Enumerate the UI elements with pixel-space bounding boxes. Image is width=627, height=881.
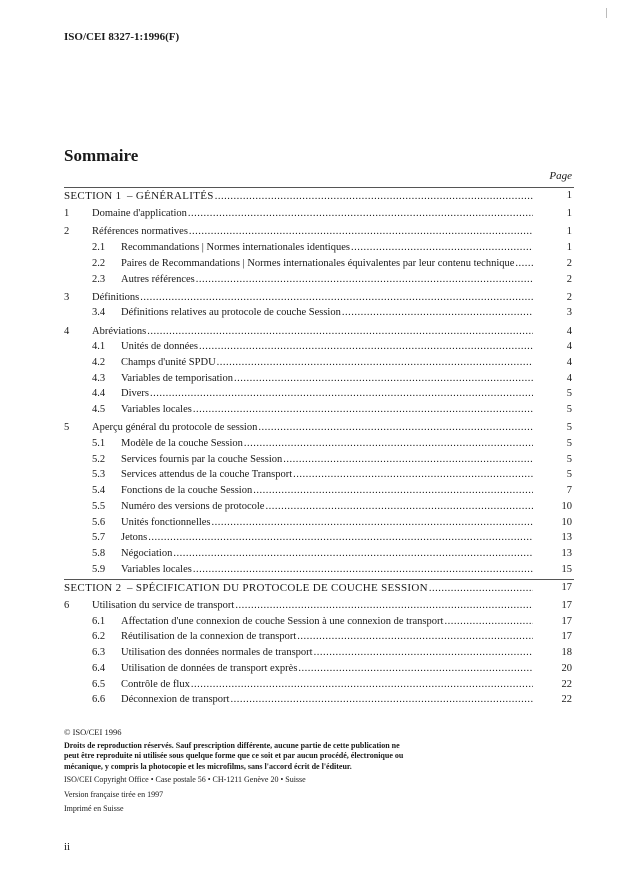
toc-leader-dots — [293, 468, 533, 482]
toc-entry-number: SECTION 1 — [64, 190, 122, 202]
toc-leader-dots — [147, 325, 533, 339]
toc-entry-page: 2 — [566, 273, 572, 285]
rights-notice: Droits de reproduction réservés. Sauf prescription différente, aucune partie de cette publication ne peut être reproduite ni utilisée sous quelque forme que ce soit et par aucun procédé, électronique ou mécanique, y compris la photocopie et les microfilms, sans l'accord écrit de l'éditeur. — [64, 740, 404, 771]
toc-leader-dots — [193, 403, 533, 417]
toc-leader-dots — [297, 630, 533, 644]
toc-entry-label: Divers — [121, 388, 149, 400]
toc-entry-number: 2 — [64, 226, 70, 238]
toc-entry[interactable] — [0, 693, 627, 707]
toc-entry-page: 5 — [566, 388, 572, 400]
toc-entry-label-wrap — [121, 500, 533, 514]
toc-entry-label-wrap — [92, 291, 533, 305]
toc-entry[interactable] — [0, 547, 627, 561]
toc-entry-number: 4.2 — [92, 357, 106, 368]
toc-entry-page: 5 — [566, 404, 572, 416]
toc-entry-label-wrap — [92, 599, 533, 613]
toc-leader-dots — [215, 190, 533, 204]
toc-leader-dots — [444, 615, 533, 629]
toc-entry-number: 6 — [64, 600, 70, 611]
toc-entry-number: 3 — [64, 291, 70, 303]
toc-entry-number: 5.8 — [92, 547, 106, 559]
toc-entry-label: Contrôle de flux — [121, 678, 190, 690]
toc-leader-dots — [253, 484, 533, 498]
toc-entry-label-wrap — [121, 531, 533, 545]
scan-mark — [606, 8, 607, 18]
toc-entry-label: Utilisation du service de transport — [92, 600, 235, 611]
toc-entry-page: 1 — [566, 190, 572, 201]
toc-leader-dots — [191, 678, 533, 692]
version-note: Version française tirée en 1997 — [64, 789, 164, 799]
toc-entry-page: 13 — [561, 532, 572, 544]
toc-entry-label: Variables locales — [121, 563, 192, 575]
toc-entry-label-wrap — [121, 662, 533, 676]
toc-entry-label: Utilisation de données de transport exprès — [121, 662, 298, 674]
toc-entry[interactable] — [0, 615, 627, 629]
toc-entry[interactable] — [0, 484, 627, 498]
toc-entry-label-wrap — [121, 453, 533, 467]
toc-entry-label-wrap — [121, 387, 533, 401]
toc-entry-label: Numéro des versions de protocole — [121, 500, 265, 512]
toc-entry-label-wrap — [121, 484, 533, 498]
toc-entry-label-wrap — [92, 421, 533, 435]
toc-leader-dots — [196, 273, 533, 287]
toc-entry-page: 5 — [566, 422, 572, 434]
toc-entry-page: 2 — [566, 291, 572, 303]
toc-entry-number: 6.6 — [92, 694, 106, 706]
toc-entry-label-wrap — [121, 273, 533, 287]
toc-entry-label: Réutilisation de la connexion de transport — [121, 631, 297, 643]
toc-entry-label-wrap — [121, 630, 533, 644]
toc-entry-label: Affectation d'une connexion de couche Session à une connexion de transport — [121, 615, 444, 627]
toc-leader-dots — [150, 387, 533, 401]
toc-entry-page: 17 — [561, 631, 572, 643]
toc-entry-number: 4 — [64, 325, 70, 337]
toc-entry-label: Fonctions de la couche Session — [121, 485, 253, 497]
toc-entry-page: 22 — [561, 694, 572, 706]
toc-entry-label-wrap — [121, 468, 533, 482]
toc-entry-number: 5.3 — [92, 469, 106, 481]
toc-entry-page: 5 — [566, 453, 572, 465]
toc-entry-label-wrap — [121, 257, 533, 271]
toc-entry[interactable] — [0, 437, 627, 451]
toc-leader-dots — [298, 662, 533, 676]
page-number: ii — [64, 841, 71, 853]
toc-entry-number: 6.2 — [92, 631, 106, 643]
toc-entry-label: Définitions relatives au protocole de couche Session — [121, 307, 341, 319]
toc-entry-number: 4.1 — [92, 341, 106, 353]
toc-entry-number: 5 — [64, 422, 70, 434]
toc-entry-label: Services attendus de la couche Transport — [121, 469, 293, 481]
toc-entry[interactable] — [0, 678, 627, 692]
toc-entry-label: Services fournis par la couche Session — [121, 453, 283, 465]
toc-entry-label-wrap — [121, 403, 533, 417]
toc-leader-dots — [258, 421, 533, 435]
toc-entry-label-wrap — [121, 372, 533, 386]
toc-entry-page: 10 — [561, 500, 572, 512]
toc-leader-dots — [515, 257, 533, 271]
section-rule — [64, 187, 574, 188]
toc-entry[interactable] — [0, 646, 627, 660]
toc-entry[interactable] — [0, 531, 627, 545]
toc-entry-page: 22 — [561, 678, 572, 690]
toc-entry[interactable] — [0, 387, 627, 401]
toc-leader-dots — [193, 563, 533, 577]
toc-entry-page: 10 — [561, 516, 572, 528]
toc-entry-label: Autres références — [121, 273, 195, 285]
toc-entry-label-wrap — [121, 437, 533, 451]
toc-leader-dots — [189, 225, 533, 239]
toc-entry-label-wrap — [121, 306, 533, 320]
toc-entry-label: Définitions — [92, 291, 140, 303]
toc-entry-number: 5.1 — [92, 438, 106, 449]
toc-leader-dots — [217, 356, 533, 370]
toc-leader-dots — [234, 372, 533, 386]
toc-entry-page: 5 — [566, 469, 572, 481]
toc-entry-label: Unités de données — [121, 341, 198, 353]
toc-entry[interactable] — [0, 325, 627, 339]
toc-entry-label: Modèle de la couche Session — [121, 438, 243, 449]
page-column-label: Page — [549, 170, 572, 182]
toc-entry-label-wrap — [121, 516, 533, 530]
toc-entry-label: Recommandations | Normes internationales identiques — [121, 242, 350, 254]
toc-entry-number: 2.3 — [92, 273, 106, 285]
toc-entry-label-wrap — [92, 225, 533, 239]
toc-entry-label-wrap — [121, 646, 533, 660]
toc-entry-number: 5.9 — [92, 563, 106, 575]
toc-entry-page: 18 — [561, 647, 572, 659]
toc-entry-label: Abréviations — [92, 325, 147, 337]
toc-entry-label: Variables de temporisation — [121, 372, 233, 384]
toc-entry-number: 5.4 — [92, 485, 106, 497]
toc-entry-label: Références normatives — [92, 226, 188, 238]
toc-entry-number: 2.2 — [92, 257, 106, 269]
toc-entry-number: 4.4 — [92, 388, 106, 400]
toc-leader-dots — [314, 646, 533, 660]
toc-leader-dots — [351, 241, 533, 255]
toc-entry-label: Unités fonctionnelles — [121, 516, 211, 528]
copyright-block — [64, 727, 404, 815]
toc-entry-label-wrap — [127, 189, 533, 204]
toc-entry[interactable] — [0, 421, 627, 435]
toc-entry[interactable] — [0, 273, 627, 287]
toc-entry[interactable] — [0, 500, 627, 514]
toc-entry[interactable] — [0, 453, 627, 467]
toc-entry-page: 7 — [566, 485, 572, 497]
toc-leader-dots — [244, 437, 533, 451]
toc-entry[interactable] — [0, 468, 627, 482]
toc-entry-number: SECTION 2 — [64, 581, 122, 594]
toc-entry-label: Négociation — [121, 547, 173, 559]
toc-entry-number: 5.2 — [92, 453, 106, 465]
toc-entry-number: 5.6 — [92, 516, 106, 528]
toc-entry[interactable] — [0, 306, 627, 320]
toc-entry-number: 3.4 — [92, 307, 106, 319]
toc-entry-label: Paires de Recommandations | Normes internationales équivalentes par leur contenu technique — [121, 257, 515, 269]
document-code: ISO/CEI 8327-1:1996(F) — [64, 31, 180, 43]
toc-entry-label: Aperçu général du protocole de session — [92, 422, 258, 434]
printed-note: Imprimé en Suisse — [64, 804, 124, 813]
toc-entry-label: Variables locales — [121, 404, 192, 416]
toc-entry-number: 6.3 — [92, 647, 106, 659]
toc-entry[interactable] — [0, 241, 627, 255]
page-title: Sommaire — [64, 146, 139, 165]
toc-leader-dots — [212, 516, 533, 530]
toc-entry-label-wrap — [121, 693, 533, 707]
toc-entry[interactable] — [0, 599, 627, 613]
toc-entry[interactable] — [0, 516, 627, 530]
toc-entry-page: 1 — [566, 208, 572, 220]
toc-entry-page: 13 — [561, 547, 572, 559]
toc-entry-label: Champs d'unité SPDU — [121, 357, 216, 368]
toc-entry-label-wrap — [121, 356, 533, 370]
toc-entry-label: Jetons — [121, 532, 148, 544]
toc-entry-page: 4 — [566, 325, 572, 337]
toc-entry-label: – GÉNÉRALITÉS — [127, 190, 214, 202]
toc-entry-page: 17 — [561, 581, 572, 593]
copyright-line: © ISO/CEI 1996 — [64, 727, 122, 737]
toc-entry-label-wrap — [121, 340, 533, 354]
toc-entry-label-wrap — [121, 678, 533, 692]
toc-entry-page: 3 — [566, 307, 572, 319]
toc-entry[interactable] — [0, 207, 627, 221]
toc-entry[interactable] — [0, 356, 627, 370]
toc-leader-dots — [429, 582, 533, 596]
toc-entry-label-wrap — [121, 547, 533, 561]
toc-entry-label-wrap — [121, 241, 533, 255]
toc-entry[interactable] — [0, 403, 627, 417]
toc-entry[interactable] — [0, 225, 627, 239]
toc-entry-page: 20 — [561, 662, 572, 674]
toc-leader-dots — [140, 291, 533, 305]
toc-entry[interactable] — [0, 372, 627, 386]
toc-entry-page: 15 — [561, 563, 572, 575]
toc-entry-page: 1 — [566, 226, 572, 238]
copyright-office: ISO/CEI Copyright Office • Case postale 56 • CH-1211 Genève 20 • Suisse — [64, 775, 306, 784]
toc-leader-dots — [230, 693, 533, 707]
section-rule — [64, 579, 574, 580]
toc-entry-label-wrap — [92, 207, 533, 221]
toc-entry-label: – SPÉCIFICATION DU PROTOCOLE DE COUCHE SESSION — [127, 581, 428, 594]
toc-leader-dots — [283, 453, 533, 467]
toc-entry-number: 5.5 — [92, 500, 106, 512]
toc-entry-page: 17 — [561, 600, 572, 611]
toc-entry-number: 4.3 — [92, 372, 106, 384]
toc-entry-page: 4 — [566, 341, 572, 353]
toc-entry-number: 6.1 — [92, 615, 106, 627]
toc-entry-label-wrap — [121, 563, 533, 577]
toc-section-row[interactable] — [0, 581, 627, 595]
toc-entry-number: 2.1 — [92, 242, 106, 254]
toc-leader-dots — [148, 531, 533, 545]
toc-leader-dots — [265, 500, 533, 514]
toc-entry-page: 5 — [566, 438, 572, 449]
toc-entry[interactable] — [0, 662, 627, 676]
toc-entry-label: Utilisation des données normales de transport — [121, 647, 313, 659]
toc-entry-number: 5.7 — [92, 532, 106, 544]
toc-entry-number: 6.5 — [92, 678, 106, 690]
toc-entry-label-wrap — [92, 325, 533, 339]
toc-entry-label: Déconnexion de transport — [121, 694, 230, 706]
toc-leader-dots — [199, 340, 533, 354]
toc-leader-dots — [235, 599, 533, 613]
toc-entry-label-wrap — [121, 615, 533, 629]
toc-entry-page: 17 — [561, 615, 572, 627]
toc-entry-label: Domaine d'application — [92, 208, 187, 220]
toc-leader-dots — [342, 306, 533, 320]
toc-entry-number: 4.5 — [92, 404, 106, 416]
toc-leader-dots — [188, 207, 533, 221]
toc-entry-number: 1 — [64, 208, 70, 220]
toc-section-row[interactable] — [0, 189, 627, 203]
toc-leader-dots — [173, 547, 533, 561]
toc-entry-page: 2 — [566, 257, 572, 269]
toc-entry[interactable] — [0, 291, 627, 305]
toc-entry[interactable] — [0, 630, 627, 644]
toc-entry[interactable] — [0, 340, 627, 354]
toc-entry[interactable] — [0, 563, 627, 577]
toc-entry-number: 6.4 — [92, 662, 106, 674]
toc-entry-page: 1 — [566, 242, 572, 254]
toc-entry-page: 4 — [566, 357, 572, 368]
toc-entry-page: 4 — [566, 372, 572, 384]
toc-entry[interactable] — [0, 257, 627, 271]
toc-entry-label-wrap — [127, 581, 533, 596]
